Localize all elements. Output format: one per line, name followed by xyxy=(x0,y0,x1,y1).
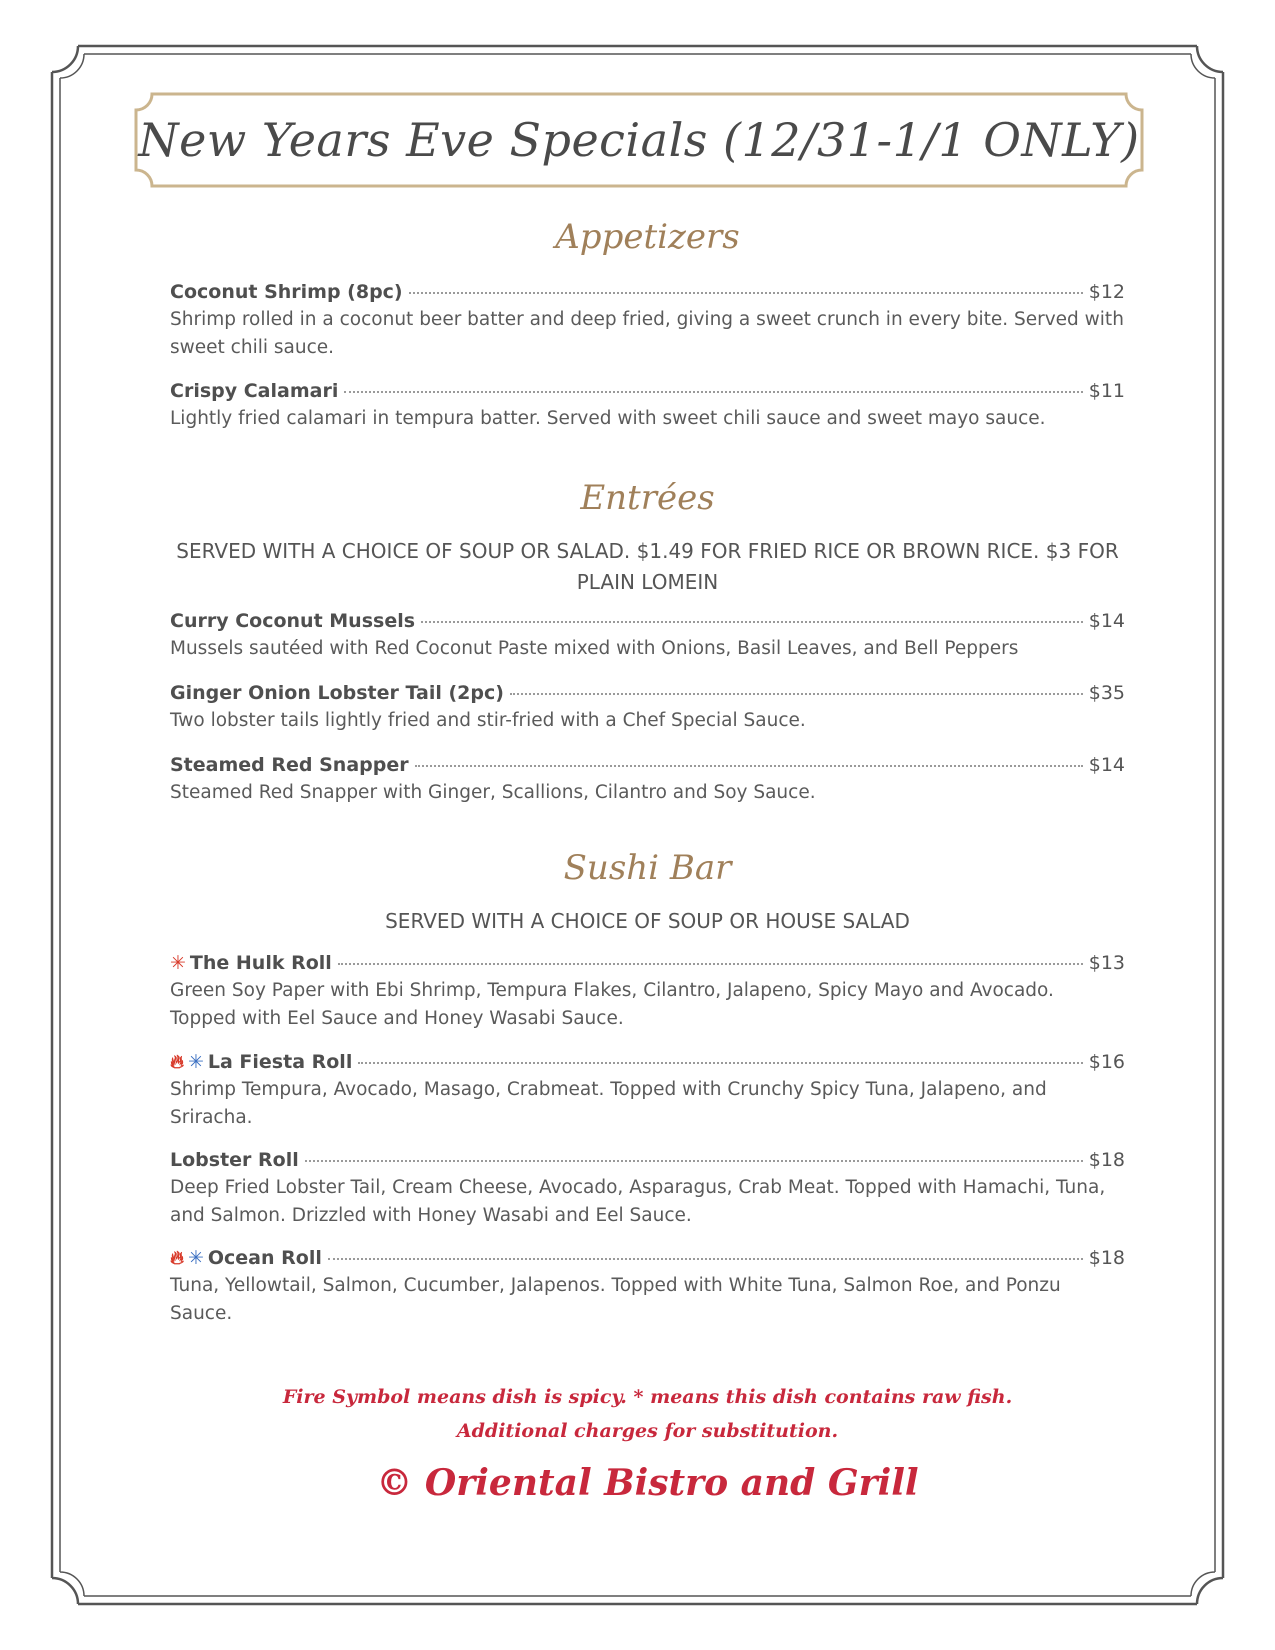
item-price: $14 xyxy=(1088,610,1125,632)
item-name: Curry Coconut Mussels xyxy=(170,610,416,632)
item-description: Shrimp rolled in a coconut beer batter and deep fried, giving a sweet crunch in every bite. Served with sweet chili sauce. xyxy=(170,309,1124,358)
dot-leader xyxy=(305,1141,1083,1162)
item-name: The Hulk Roll xyxy=(189,952,332,974)
menu-item-la-fiesta-roll xyxy=(170,1047,1125,1132)
legend-line-spicy-raw: Fire Symbol means dish is spicy. * means this dish contains raw fish. xyxy=(282,1386,1013,1408)
dot-leader xyxy=(415,746,1083,767)
menu-item-steamed-red-snapper xyxy=(170,750,1125,807)
item-price: $35 xyxy=(1088,682,1125,704)
menu-item-ocean-roll xyxy=(170,1243,1125,1328)
raw-fish-icon: ✳ xyxy=(187,1051,204,1073)
item-description: Steamed Red Snapper with Ginger, Scallions, Cilantro and Soy Sauce. xyxy=(170,782,816,803)
item-description: Deep Fried Lobster Tail, Cream Cheese, Avocado, Asparagus, Crab Meat. Topped with Hamachi, Tuna, and Salmon. Drizzled with Honey Wasabi and Eel Sauce. xyxy=(170,1177,1106,1226)
dot-leader xyxy=(409,273,1083,294)
dot-leader xyxy=(344,372,1082,393)
page-title: New Years Eve Specials (12/31-1/1 ONLY) xyxy=(138,113,1140,167)
sushi-bar-note: SERVED WITH A CHOICE OF SOUP OR HOUSE SALAD xyxy=(385,909,910,933)
menu-item-curry-coconut-mussels xyxy=(170,606,1125,663)
dot-leader xyxy=(421,602,1083,623)
item-name: Ginger Onion Lobster Tail (2pc) xyxy=(170,682,504,704)
item-price: $14 xyxy=(1088,754,1125,776)
item-price: $11 xyxy=(1088,380,1125,402)
item-description: Mussels sautéed with Red Coconut Paste mixed with Onions, Basil Leaves, and Bell Peppers xyxy=(170,638,1019,659)
legend-line-substitution: Additional charges for substitution. xyxy=(456,1420,839,1442)
item-price: $18 xyxy=(1088,1247,1125,1269)
item-price: $16 xyxy=(1088,1051,1125,1073)
item-price: $18 xyxy=(1088,1149,1125,1171)
entrees-note: SERVED WITH A CHOICE OF SOUP OR SALAD. $1.49 FOR FRIED RICE OR BROWN RICE. $3 FOR PLAIN LOMEIN xyxy=(176,539,1119,594)
appetizers-heading: Appetizers xyxy=(555,217,740,257)
item-name: Coconut Shrimp (8pc) xyxy=(170,281,403,303)
dot-leader xyxy=(328,1239,1083,1260)
dot-leader xyxy=(510,674,1083,695)
entrees-heading: Entrées xyxy=(580,478,715,518)
menu-item-lobster-roll xyxy=(170,1145,1125,1230)
item-description: Tuna, Yellowtail, Salmon, Cucumber, Jalapenos. Topped with White Tuna, Salmon Roe, and Ponzu Sauce. xyxy=(170,1275,1061,1324)
dot-leader xyxy=(338,944,1083,965)
title-banner xyxy=(134,92,1144,188)
item-description: Green Soy Paper with Ebi Shrimp, Tempura Flakes, Cilantro, Jalapeno, Spicy Mayo and Avocado. Topped with Eel Sauce and Honey Wasabi Sauce. xyxy=(170,980,1054,1029)
legend-note xyxy=(170,1380,1125,1448)
menu-item-crispy-calamari xyxy=(170,376,1125,433)
restaurant-brand: © Oriental Bistro and Grill xyxy=(376,1462,919,1504)
fire-icon: 🔥︎ xyxy=(170,1051,184,1073)
raw-fish-icon: ✳ xyxy=(170,952,186,974)
item-description: Lightly fried calamari in tempura batter. Served with sweet chili sauce and sweet mayo sauce. xyxy=(170,408,1046,429)
item-name: Crispy Calamari xyxy=(170,380,339,402)
menu-item-ginger-onion-lobster-tail xyxy=(170,678,1125,735)
item-price: $12 xyxy=(1088,281,1125,303)
dot-leader xyxy=(358,1043,1082,1064)
sushi-bar-heading: Sushi Bar xyxy=(563,848,732,888)
item-description: Two lobster tails lightly fried and stir-fried with a Chef Special Sauce. xyxy=(170,710,806,731)
item-price: $13 xyxy=(1088,952,1125,974)
item-name: Lobster Roll xyxy=(170,1149,299,1171)
menu-item-coconut-shrimp xyxy=(170,277,1125,362)
item-name: Steamed Red Snapper xyxy=(170,754,409,776)
item-name: Ocean Roll xyxy=(207,1247,322,1269)
raw-fish-icon: ✳ xyxy=(187,1247,204,1269)
item-description: Shrimp Tempura, Avocado, Masago, Crabmeat. Topped with Crunchy Spicy Tuna, Jalapeno, and Sriracha. xyxy=(170,1079,1047,1128)
fire-icon: 🔥︎ xyxy=(170,1247,184,1269)
menu-item-the-hulk-roll xyxy=(170,948,1125,1033)
item-name: La Fiesta Roll xyxy=(207,1051,353,1073)
